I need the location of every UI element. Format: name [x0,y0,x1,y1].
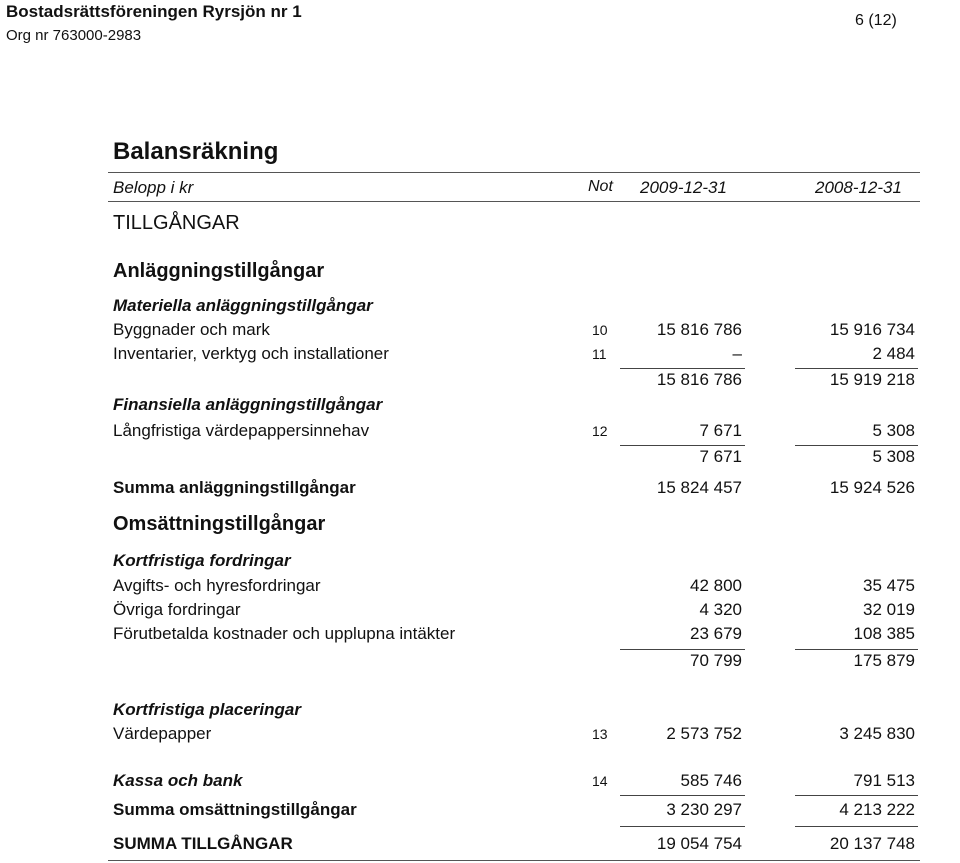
row-note: 10 [592,322,608,338]
subtotal-value-2008: 175 879 [853,651,915,670]
row-value-2008: 32 019 [863,600,915,619]
subtotal-rule [620,649,745,650]
total-row [0,800,960,824]
row-value-2009: 7 671 [699,421,742,440]
title-rule [108,172,920,173]
row-value-2008: 35 475 [863,576,915,595]
column-header-year2: 2008-12-31 [815,178,902,197]
row-value-2009: 19 054 754 [656,834,742,853]
row-note: 12 [592,423,608,439]
column-header-label: Belopp i kr [113,178,194,197]
page-number: 6 (12) [855,12,897,29]
row-label: Summa anläggningstillgångar [113,478,356,497]
row-value-2008: 108 385 [853,624,915,643]
row-value-2009: 42 800 [690,576,742,595]
table-row [0,576,960,600]
section-omsattningstillgangar: Omsättningstillgångar [113,513,326,535]
grand-total-row [0,834,960,858]
subtotal-value-2009: 15 816 786 [656,370,742,389]
row-label: Byggnader och mark [113,320,270,339]
subtotal-rule [620,368,745,369]
total-row [0,478,960,502]
row-value-2009: 23 679 [690,624,742,643]
organization-name: Bostadsrättsföreningen Ryrsjön nr 1 [6,2,302,21]
row-value-2008: 4 213 222 [839,800,915,819]
subheading-label: Finansiella anläggningstillgångar [113,395,383,414]
row-note: 11 [592,346,607,362]
table-row [0,421,960,445]
subtotal-rule [620,795,745,796]
row-label: Inventarier, verktyg och installationer [113,344,389,363]
subheading-kortfristiga-fordringar [0,551,960,575]
subtotal-value-2009: 70 799 [690,651,742,670]
row-value-2008: 2 484 [872,344,915,363]
row-value-2008: 15 916 734 [829,320,915,339]
row-label: Långfristiga värdepappersinnehav [113,421,370,440]
subheading-label: Kortfristiga placeringar [113,700,301,719]
total-rule [795,826,918,827]
row-label: Kassa och bank [113,771,243,790]
subheading-label: Kortfristiga fordringar [113,551,291,570]
table-row [0,771,960,795]
subtotal-rule [795,368,918,369]
subtotal-row [0,447,960,471]
row-value-2009: 15 824 457 [656,478,742,497]
row-label: Avgifts- och hyresfordringar [113,576,321,595]
row-value-2008: 791 513 [853,771,915,790]
subheading-materiella [0,296,960,320]
grand-total-rule [108,860,920,861]
subtotal-value-2009: 7 671 [699,447,742,466]
table-row [0,724,960,748]
subtotal-rule [795,795,918,796]
subtotal-value-2008: 5 308 [872,447,915,466]
row-value-2008: 15 924 526 [829,478,915,497]
subtotal-rule [795,649,918,650]
row-value-2008: 5 308 [872,421,915,440]
total-rule [620,826,745,827]
row-label: Förutbetalda kostnader och upplupna intäkter [113,624,456,643]
subtotal-value-2008: 15 919 218 [829,370,915,389]
row-value-2009: 585 746 [680,771,742,790]
column-header-year1: 2009-12-31 [640,178,727,197]
row-value-2009: – [732,344,742,363]
row-label: Övriga fordringar [113,600,241,619]
row-note: 13 [592,726,608,742]
table-row [0,320,960,344]
page-title: Balansräkning [113,138,279,165]
subheading-kortfristiga-placeringar [0,700,960,724]
row-value-2008: 3 245 830 [839,724,915,743]
subtotal-rule [620,445,745,446]
subtotal-rule [795,445,918,446]
row-value-2009: 2 573 752 [666,724,742,743]
table-row [0,624,960,648]
header-rule [108,201,920,202]
row-label: Summa omsättningstillgångar [113,800,357,819]
section-tillgangar: TILLGÅNGAR [113,212,240,234]
column-header-not: Not [588,178,613,195]
row-label: Värdepapper [113,724,212,743]
table-row [0,600,960,624]
section-anlaggningstillgangar: Anläggningstillgångar [113,260,325,282]
row-value-2009: 15 816 786 [656,320,742,339]
subtotal-row [0,370,960,394]
row-value-2009: 3 230 297 [666,800,742,819]
organization-number: Org nr 763000-2983 [6,27,142,44]
subheading-label: Materiella anläggningstillgångar [113,296,373,315]
subtotal-row [0,651,960,675]
row-value-2008: 20 137 748 [829,834,915,853]
table-row [0,344,960,368]
row-value-2009: 4 320 [699,600,742,619]
row-note: 14 [592,773,608,789]
row-label: SUMMA TILLGÅNGAR [113,834,293,853]
subheading-finansiella [0,395,960,419]
